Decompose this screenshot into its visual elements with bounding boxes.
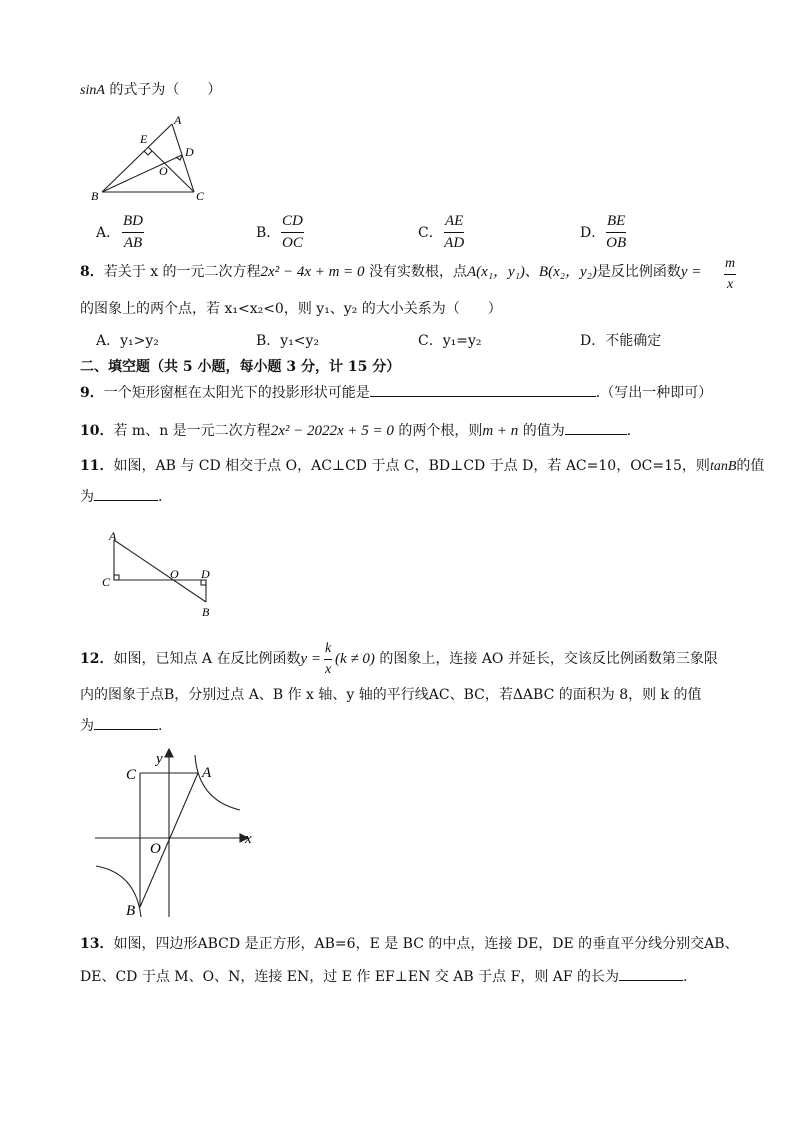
q11-tail: . xyxy=(158,489,163,505)
q11-label-d: D xyxy=(201,567,210,581)
q12-tail: . xyxy=(158,718,163,734)
q12-text-a: 如图，已知点 A 在反比例函数 xyxy=(113,651,301,667)
q10-line xyxy=(80,424,631,439)
q7-label-e: E xyxy=(140,132,148,146)
q7-option-a-fraction xyxy=(122,213,144,252)
q7-label-d: D xyxy=(185,145,194,159)
q7-option-c-num: AE xyxy=(444,213,464,233)
q12-label-o: O xyxy=(150,841,161,857)
q8-option-b: B．y₁<y₂ xyxy=(256,333,320,349)
q8-option-a: A．y₁>y₂ xyxy=(96,333,159,349)
q11-figure xyxy=(100,530,220,620)
q12-label-c: C xyxy=(126,767,137,783)
q12-func-fraction xyxy=(324,641,332,678)
q11-label-o: O xyxy=(170,567,179,581)
q11-answer-blank[interactable] xyxy=(94,500,158,501)
q7-option-c-letter: C． xyxy=(418,225,443,241)
q12-coordinate-figure xyxy=(90,745,260,921)
q13-line1-text: 如图，四边形ABCD 是正方形，AB=6，E 是 BC 的中点，连接 DE，DE 的垂直平分线分别交AB、 xyxy=(113,936,739,952)
q12-line1 xyxy=(80,652,718,667)
q12-func-den: x xyxy=(325,662,332,677)
q7-right-angle-e xyxy=(144,151,152,155)
q7-segment-bd xyxy=(102,155,182,192)
q8-option-d: D．不能确定 xyxy=(580,333,662,349)
q12-label-b: B xyxy=(126,903,136,919)
q12-line2: 内的图象于点B，分别过点 A、B 作 x 轴、y 轴的平行线AC、BC，若ΔABC 的面积为 8，则 k 的值 xyxy=(80,687,702,703)
q7-option-b-fraction xyxy=(281,213,304,252)
q7-option-a-num: BD xyxy=(122,213,144,233)
q12-hyperbola-q1 xyxy=(195,755,240,810)
q7-option-c-den: AD xyxy=(444,235,465,251)
q9-text: 一个矩形窗框在太阳光下的投影形状可能是 xyxy=(103,385,370,401)
q7-option-a-den: AB xyxy=(123,235,143,251)
q12-label-y: y xyxy=(156,751,163,767)
q8-line1 xyxy=(80,265,701,280)
q10-text-b: 的两个根，则 xyxy=(398,423,483,439)
q13-number: 13． xyxy=(80,936,114,952)
q8-eq-coef: 2 xyxy=(260,264,269,280)
q7-tail-text: 的式子为（ ） xyxy=(104,82,222,98)
q11-line2 xyxy=(80,490,162,504)
q8-text-b: 没有实数根，点 xyxy=(369,264,468,280)
q13-line1 xyxy=(80,937,739,951)
q10-text-a: 若 m、n 是一元二次方程 xyxy=(113,423,271,439)
q11-text: 如图，AB 与 CD 相交于点 O，AC⊥CD 于点 C，BD⊥CD 于点 D，若 AC=10，OC=15，则 xyxy=(113,458,710,474)
q12-func-cond: (k ≠ 0) xyxy=(335,651,375,667)
q9-number: 9． xyxy=(80,385,104,401)
q12-line3 xyxy=(80,719,162,733)
q8-func-num: m xyxy=(724,256,736,275)
q12-y-arrow xyxy=(165,749,173,757)
q7-option-b-letter: B． xyxy=(256,225,281,241)
q7-label-c: C xyxy=(196,189,205,203)
q10-answer-blank[interactable] xyxy=(565,434,627,435)
q11-line1 xyxy=(80,459,764,474)
q7-side-ab xyxy=(102,124,172,192)
q10-expr: m + n xyxy=(482,423,519,439)
q8-point-b: B(x₂，y₂) xyxy=(538,264,597,280)
q11-line2-text: 为 xyxy=(80,489,94,505)
q8-func-den: x xyxy=(726,277,734,292)
q12-answer-blank[interactable] xyxy=(94,729,158,730)
q13-answer-blank[interactable] xyxy=(619,980,683,981)
q7-tail xyxy=(80,83,221,98)
q7-option-d-letter: D． xyxy=(580,225,606,241)
q11-tanB: tanB xyxy=(709,459,737,474)
q9-line xyxy=(80,386,712,400)
q12-number: 12． xyxy=(80,651,114,667)
q11-label-c: C xyxy=(102,575,111,589)
q11-label-b: B xyxy=(202,605,210,619)
section2-title: 二、填空题（共 5 小题，每小题 3 分，计 15 分） xyxy=(80,359,401,375)
q10-equation: 2x² − 2022x + 5 = 0 xyxy=(270,423,394,439)
q7-option-d-num: BE xyxy=(606,213,626,233)
q8-text-c: 是反比例函数 xyxy=(596,264,681,280)
q8-func-fraction xyxy=(724,256,736,293)
q8-text-a: 若关于 x 的一元二次方程 xyxy=(103,264,261,280)
q11-segment-ab xyxy=(114,540,206,602)
q9-tail: .（写出一种即可） xyxy=(595,385,713,401)
q11-label-a: A xyxy=(109,530,117,543)
q8-line2: 的图象上的两个点，若 x₁<x₂<0，则 y₁、y₂ 的大小关系为（ ） xyxy=(80,301,502,317)
q8-func-lhs: y = xyxy=(680,264,702,280)
q10-text-c: 的值为 xyxy=(522,423,565,439)
q7-option-c-fraction xyxy=(444,213,464,252)
q7-option-b-num: CD xyxy=(281,213,304,233)
q12-func-num: k xyxy=(324,641,332,660)
q11-number: 11． xyxy=(80,458,114,474)
q8-sep: 、 xyxy=(524,264,539,280)
q7-label-b: B xyxy=(91,189,99,203)
q11-text-end: 的值 xyxy=(736,458,765,474)
q9-answer-blank[interactable] xyxy=(370,396,596,397)
q7-sinA: sinA xyxy=(80,83,105,98)
q8-equation: x² − 4x + m = 0 xyxy=(268,264,365,280)
q7-label-a: A xyxy=(174,113,182,127)
q12-text-b: 的图象上，连接 AO 并延长，交该反比例函数第三象限 xyxy=(379,651,718,667)
q7-option-d-den: OB xyxy=(606,235,627,251)
q7-option-a-letter: A． xyxy=(96,225,121,241)
q13-line2-text: DE、CD 于点 M、O、N，连接 EN，过 E 作 EF⊥EN 交 AB 于点 F，则 AF 的长为 xyxy=(80,969,620,985)
q7-option-d-fraction xyxy=(606,213,626,252)
q11-right-angle-c xyxy=(114,575,119,580)
q10-number: 10． xyxy=(80,423,114,439)
q10-tail: . xyxy=(626,423,632,439)
q12-line3-text: 为 xyxy=(80,718,94,734)
q7-label-o: O xyxy=(159,164,168,178)
q12-func-lhs: y = xyxy=(300,651,322,667)
q7-triangle-figure xyxy=(88,112,218,204)
q12-label-x: x xyxy=(245,831,252,847)
q8-point-a: A(x₁，y₁) xyxy=(467,264,525,280)
q7-option-b-den: OC xyxy=(282,235,303,251)
q13-tail: . xyxy=(683,969,688,985)
q8-option-c: C．y₁=y₂ xyxy=(418,333,482,349)
q8-number: 8． xyxy=(80,264,104,280)
q13-line2 xyxy=(80,970,688,984)
q12-label-a: A xyxy=(202,765,212,781)
